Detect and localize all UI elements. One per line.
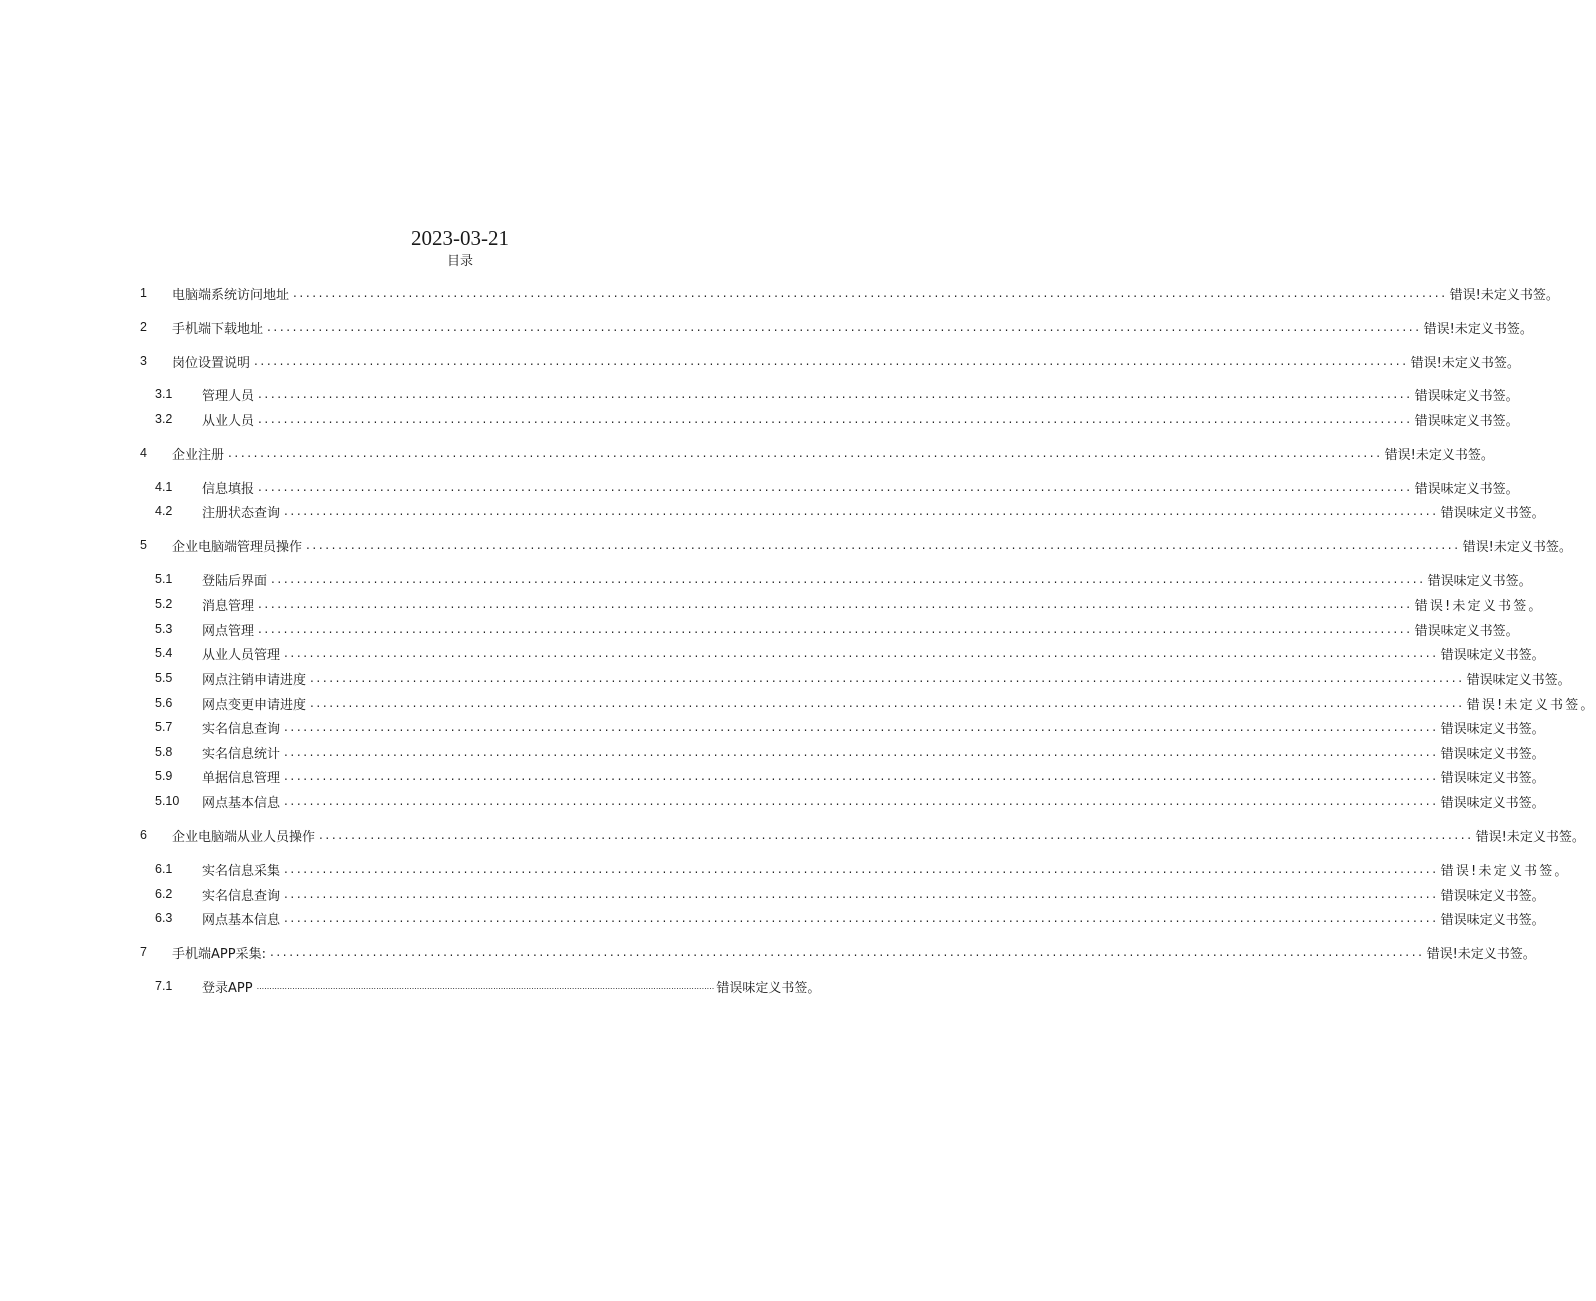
toc-entry-3-2[interactable] [155,410,1519,429]
toc-dot-leader: .................................................................................................................................................................................... [256,982,715,991]
toc-entry-4[interactable] [140,444,1494,463]
toc-dot-leader: .................................................................................................................................................................................... [258,387,1413,401]
toc-dot-leader: .................................................................................................................................................................................... [258,412,1413,426]
toc-entry-label: 岗位设置说明 [172,355,251,371]
toc-entry-number: 5.10 [155,794,180,808]
toc-entry-label: 从业人员 [202,413,255,429]
toc-title: 目录 [446,254,473,269]
toc-dot-leader: .................................................................................................................................................................................... [293,286,1448,300]
toc-entry-label: 手机端APP采集: [172,946,266,962]
toc-entry-page-ref: 错误味定义书签。 [1427,573,1532,589]
toc-entry-number: 5.9 [155,769,173,783]
toc-dot-leader: .................................................................................................................................................................................... [269,945,1425,959]
toc-entry-number: 4.1 [155,480,173,494]
toc-entry-5[interactable] [140,536,1572,555]
toc-entry-number: 3.2 [155,412,173,426]
toc-entry-5-10[interactable] [155,792,1545,811]
toc-entry-5-8[interactable] [155,743,1545,762]
toc-entry-number: 4.2 [155,504,173,518]
toc-entry-number: 2 [140,320,147,334]
toc-entry-number: 5.3 [155,622,173,636]
toc-entry-label: 企业电脑端管理员操作 [172,539,303,555]
toc-dot-leader: .................................................................................................................................................................................... [284,720,1439,734]
toc-entry-5-7[interactable] [155,718,1545,737]
toc-entry-label: 网点注销申请进度 [202,672,307,688]
toc-entry-page-ref: 错误味定义书签。 [1440,746,1545,762]
toc-entry-6[interactable] [140,826,1585,845]
toc-dot-leader: .................................................................................................................................................................................... [284,794,1439,808]
toc-entry-label: 网点基本信息 [202,795,281,811]
toc-dot-leader: .................................................................................................................................................................................... [284,504,1439,518]
toc-entry-label: 单据信息管理 [202,770,281,786]
toc-dot-leader: .................................................................................................................................................................................... [258,480,1413,494]
toc-entry-label: 网点管理 [202,623,255,639]
toc-entry-page-ref: 错误味定义书签。 [1440,912,1545,928]
toc-dot-leader: .................................................................................................................................................................................... [284,769,1439,783]
toc-dot-leader: .................................................................................................................................................................................... [284,646,1439,660]
toc-dot-leader: .................................................................................................................................................................................... [319,828,1474,842]
toc-dot-leader: .................................................................................................................................................................................... [258,622,1413,636]
toc-entry-label: 实名信息查询 [202,721,281,737]
toc-entry-label: 企业注册 [172,447,225,463]
toc-entry-5-1[interactable] [155,570,1532,589]
toc-entry-label: 登陆后界面 [202,573,268,589]
toc-entry-page-ref: 错误味定义书签。 [1440,505,1545,521]
toc-entry-5-3[interactable] [155,620,1519,639]
toc-entry-2[interactable] [140,318,1533,337]
toc-entry-5-2[interactable] [155,595,1544,614]
toc-entry-page-ref: 错误!未定义书签。 [1423,321,1533,337]
toc-entry-page-ref: 错误味定义书签。 [1440,770,1545,786]
toc-entry-label: 消息管理 [202,598,255,614]
toc-dot-leader: .................................................................................................................................................................................... [310,671,1465,685]
toc-entry-number: 5.5 [155,671,173,685]
toc-entry-page-ref: 错误!未定义书签。 [1426,946,1536,962]
toc-entry-5-9[interactable] [155,767,1545,786]
toc-entry-6-3[interactable] [155,909,1545,928]
toc-entry-label: 注册状态查询 [202,505,281,521]
toc-entry-number: 1 [140,286,147,300]
toc-entry-number: 6.1 [155,862,173,876]
toc-entry-label: 实名信息采集 [202,863,281,879]
toc-entry-4-1[interactable] [155,478,1519,497]
toc-entry-number: 4 [140,446,147,460]
toc-entry-number: 6.2 [155,887,173,901]
toc-entry-label: 手机端下载地址 [172,321,264,337]
toc-entry-page-ref: 错误味定义书签。 [1440,888,1545,904]
toc-dot-leader: .................................................................................................................................................................................... [254,354,1409,368]
toc-entry-page-ref: 错误!未定义书签。 [1466,697,1596,713]
toc-entry-page-ref: 错误!未定义书签。 [1462,539,1572,555]
toc-entry-3-1[interactable] [155,385,1519,404]
toc-entry-page-ref: 错误味定义书签。 [1414,623,1519,639]
toc-entry-page-ref: 错误!未定义书签。 [1440,863,1570,879]
toc-entry-4-2[interactable] [155,502,1545,521]
toc-entry-page-ref: 错误味定义书签。 [1414,481,1519,497]
toc-entry-label: 管理人员 [202,388,255,404]
toc-dot-leader: .................................................................................................................................................................................... [284,911,1439,925]
toc-entry-page-ref: 错误!未定义书签。 [1475,829,1585,845]
toc-entry-6-1[interactable] [155,860,1570,879]
toc-entry-page-ref: 错误味定义书签。 [1414,388,1519,404]
toc-entry-number: 5.7 [155,720,173,734]
toc-entry-6-2[interactable] [155,885,1545,904]
toc-dot-leader: .................................................................................................................................................................................... [258,597,1413,611]
toc-entry-number: 7 [140,945,147,959]
toc-entry-label: 从业人员管理 [202,647,281,663]
toc-entry-label: 网点变更申请进度 [202,697,307,713]
toc-dot-leader: .................................................................................................................................................................................... [267,320,1422,334]
toc-entry-label: 实名信息查询 [202,888,281,904]
toc-entry-page-ref: 错误味定义书签。 [1414,413,1519,429]
toc-dot-leader: .................................................................................................................................................................................... [284,862,1439,876]
toc-entry-page-ref: 错误味定义书签。 [1466,672,1571,688]
toc-entry-label: 实名信息统计 [202,746,281,762]
toc-entry-1[interactable] [140,284,1559,303]
toc-entry-5-4[interactable] [155,644,1545,663]
toc-entry-7-1[interactable] [155,977,821,996]
toc-entry-page-ref: 错误味定义书签。 [1440,647,1545,663]
toc-entry-number: 5.4 [155,646,173,660]
toc-entry-number: 5.6 [155,696,173,710]
toc-entry-number: 5.8 [155,745,173,759]
toc-entry-label: 登录APP [202,980,253,996]
toc-entry-page-ref: 错误!未定义书签。 [1414,598,1544,614]
toc-entry-number: 3 [140,354,147,368]
document-date: 2023-03-21 [411,226,509,250]
toc-entry-label: 网点基本信息 [202,912,281,928]
toc-entry-page-ref: 错误!未定义书签。 [1410,355,1520,371]
toc-entry-number: 5.1 [155,572,173,586]
toc-entry-5-6[interactable] [155,694,1596,713]
toc-entry-label: 信息填报 [202,481,255,497]
toc-dot-leader: .................................................................................................................................................................................... [310,696,1465,710]
toc-entry-number: 6 [140,828,147,842]
toc-dot-leader: .................................................................................................................................................................................... [228,446,1383,460]
toc-entry-3[interactable] [140,352,1520,371]
toc-entry-page-ref: 错误!未定义书签。 [1384,447,1494,463]
toc-entry-number: 7.1 [155,979,173,993]
toc-entry-number: 6.3 [155,911,173,925]
toc-entry-number: 3.1 [155,387,173,401]
toc-dot-leader: .................................................................................................................................................................................... [306,538,1461,552]
toc-entry-label: 电脑端系统访问地址 [172,287,290,303]
toc-dot-leader: .................................................................................................................................................................................... [271,572,1426,586]
toc-entry-page-ref: 错误味定义书签。 [716,980,821,996]
toc-dot-leader: .................................................................................................................................................................................... [284,887,1439,901]
toc-entry-label: 企业电脑端从业人员操作 [172,829,316,845]
toc-entry-number: 5.2 [155,597,173,611]
toc-entry-5-5[interactable] [155,669,1571,688]
toc-entry-page-ref: 错误味定义书签。 [1440,795,1545,811]
toc-entry-page-ref: 错误!未定义书签。 [1449,287,1559,303]
toc-dot-leader: .................................................................................................................................................................................... [284,745,1439,759]
toc-entry-page-ref: 错误味定义书签。 [1440,721,1545,737]
toc-entry-number: 5 [140,538,147,552]
toc-entry-7[interactable] [140,943,1536,962]
